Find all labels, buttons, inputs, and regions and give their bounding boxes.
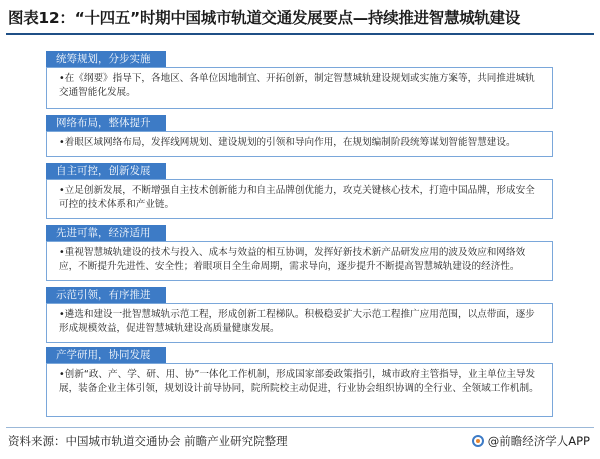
- section-body: •遴选和建设一批智慧城轨示范工程，形成创新工程梯队。积极稳妥扩大示范工程推广应用范围，以点带面，逐步形成规模效益，促进智慧城轨建设高质量健康发展。: [46, 303, 553, 343]
- section-body: •重视智慧城轨建设的技术与投入、成本与效益的相互协调，发挥好新技术新产品研发应用的波及效应和网络效应，不断提升先进性、安全性；着眼项目全生命周期，需求导向，逐步提升不断提高智慧城轨建设的经济性。: [46, 241, 553, 281]
- section-body: •立足创新发展，不断增强自主技术创新能力和自主品牌创优能力，攻克关键核心技术，打造中国品牌，形成安全可控的技术体系和产业链。: [46, 179, 553, 219]
- section-heading: 统筹规划，分步实施: [46, 51, 166, 67]
- section-body: •在《纲要》指导下，各地区、各单位因地制宜、开拓创新，制定智慧城轨建设规划或实施方案等，共同推进城轨交通智能化发展。: [46, 67, 553, 109]
- footer-divider: [6, 427, 594, 428]
- section-body: •创新“政、产、学、研、用、协”一体化工作机制，形成国家部委政策指引，城市政府主管指导，业主单位主导发展，装备企业主体引领，规划设计前导协同，院所院校主动促进，行业协会组织协调的全行业、全领域工作机制。: [46, 363, 553, 417]
- section-heading: 产学研用，协同发展: [46, 347, 166, 363]
- source-note: 资料来源：中国城市轨道交通协会 前瞻产业研究院整理: [8, 434, 288, 448]
- brand-text: @前瞻经济学人APP: [487, 434, 590, 448]
- section-heading: 自主可控，创新发展: [46, 163, 166, 179]
- brand-logo-icon: [472, 435, 484, 447]
- section-body: •着眼区域网络布局，发挥线网规划、建设规划的引领和导向作用，在规划编制阶段统筹谋划智能智慧建设。: [46, 131, 553, 157]
- section-heading: 先进可靠，经济适用: [46, 225, 166, 241]
- brand-credit: [472, 433, 590, 449]
- title-divider: [6, 33, 594, 35]
- section-heading: 示范引领，有序推进: [46, 287, 166, 303]
- chart-title: 图表12：“十四五”时期中国城市轨道交通发展要点—持续推进智慧城轨建设: [8, 9, 520, 27]
- section-heading: 网络布局，整体提升: [46, 115, 166, 131]
